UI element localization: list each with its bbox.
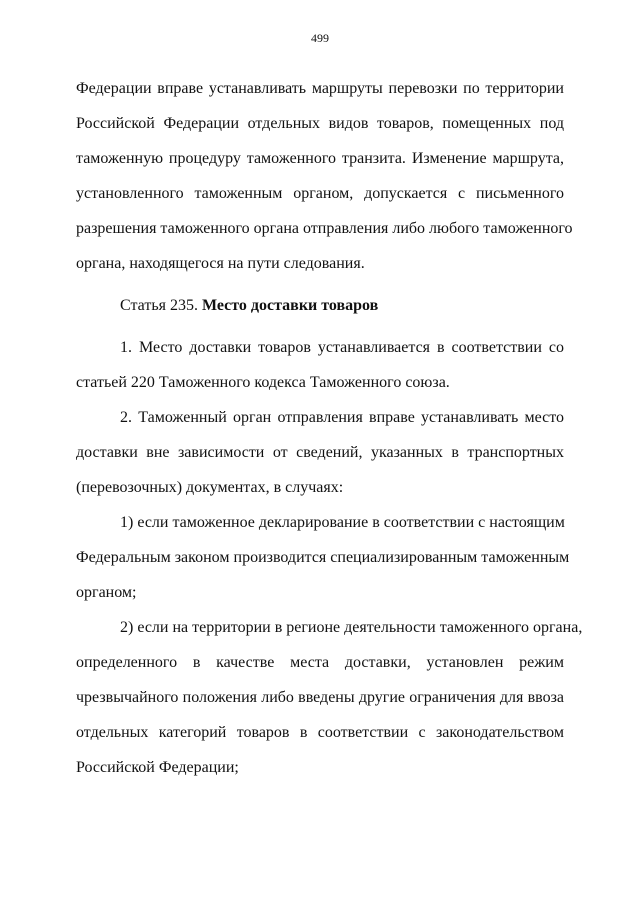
text-line: органа, находящегося на пути следования. bbox=[76, 255, 365, 272]
text-line: 2. Таможенный орган отправления вправе устанавливать место bbox=[120, 409, 564, 426]
page-number: 499 bbox=[311, 31, 329, 45]
text-line: чрезвычайного положения либо введены другие ограничения для ввоза bbox=[76, 689, 564, 706]
text-line: отдельных категорий товаров в соответствии с законодательством bbox=[76, 724, 564, 741]
text-line: статьей 220 Таможенного кодекса Таможенного союза. bbox=[76, 374, 450, 391]
text-line: разрешения таможенного органа отправления либо любого таможенного bbox=[76, 220, 573, 237]
paragraph-1 bbox=[76, 337, 564, 393]
text-line: Российской Федерации отдельных видов товаров, помещенных под bbox=[76, 115, 564, 132]
text-line: таможенную процедуру таможенного транзита. Изменение маршрута, bbox=[76, 150, 564, 167]
text-line: Российской Федерации; bbox=[76, 759, 239, 776]
text-line: Федерации вправе устанавливать маршруты перевозки по территории bbox=[76, 80, 564, 97]
text-line: Федеральным законом производится специализированным таможенным bbox=[76, 549, 570, 566]
article-heading bbox=[76, 295, 564, 316]
list-item-1 bbox=[76, 512, 570, 603]
text-line: определенного в качестве места доставки, установлен режим bbox=[76, 654, 564, 671]
text-line: доставки вне зависимости от сведений, указанных в транспортных bbox=[76, 444, 564, 461]
document-body bbox=[76, 78, 583, 792]
text-line: (перевозочных) документах, в случаях: bbox=[76, 479, 344, 496]
text-line: органом; bbox=[76, 584, 137, 601]
article-title: Место доставки товаров bbox=[201, 297, 379, 314]
paragraph-intro bbox=[76, 78, 573, 274]
paragraph-2 bbox=[76, 407, 564, 498]
text-line: 1. Место доставки товаров устанавливается в соответствии со bbox=[120, 339, 564, 356]
list-item-2 bbox=[76, 617, 583, 778]
text-line: 2) если на территории в регионе деятельности таможенного органа, bbox=[120, 619, 583, 636]
article-number: Статья 235. bbox=[120, 297, 198, 314]
text-line: установленного таможенным органом, допускается с письменного bbox=[76, 185, 564, 202]
text-line: 1) если таможенное декларирование в соответствии с настоящим bbox=[120, 514, 565, 531]
